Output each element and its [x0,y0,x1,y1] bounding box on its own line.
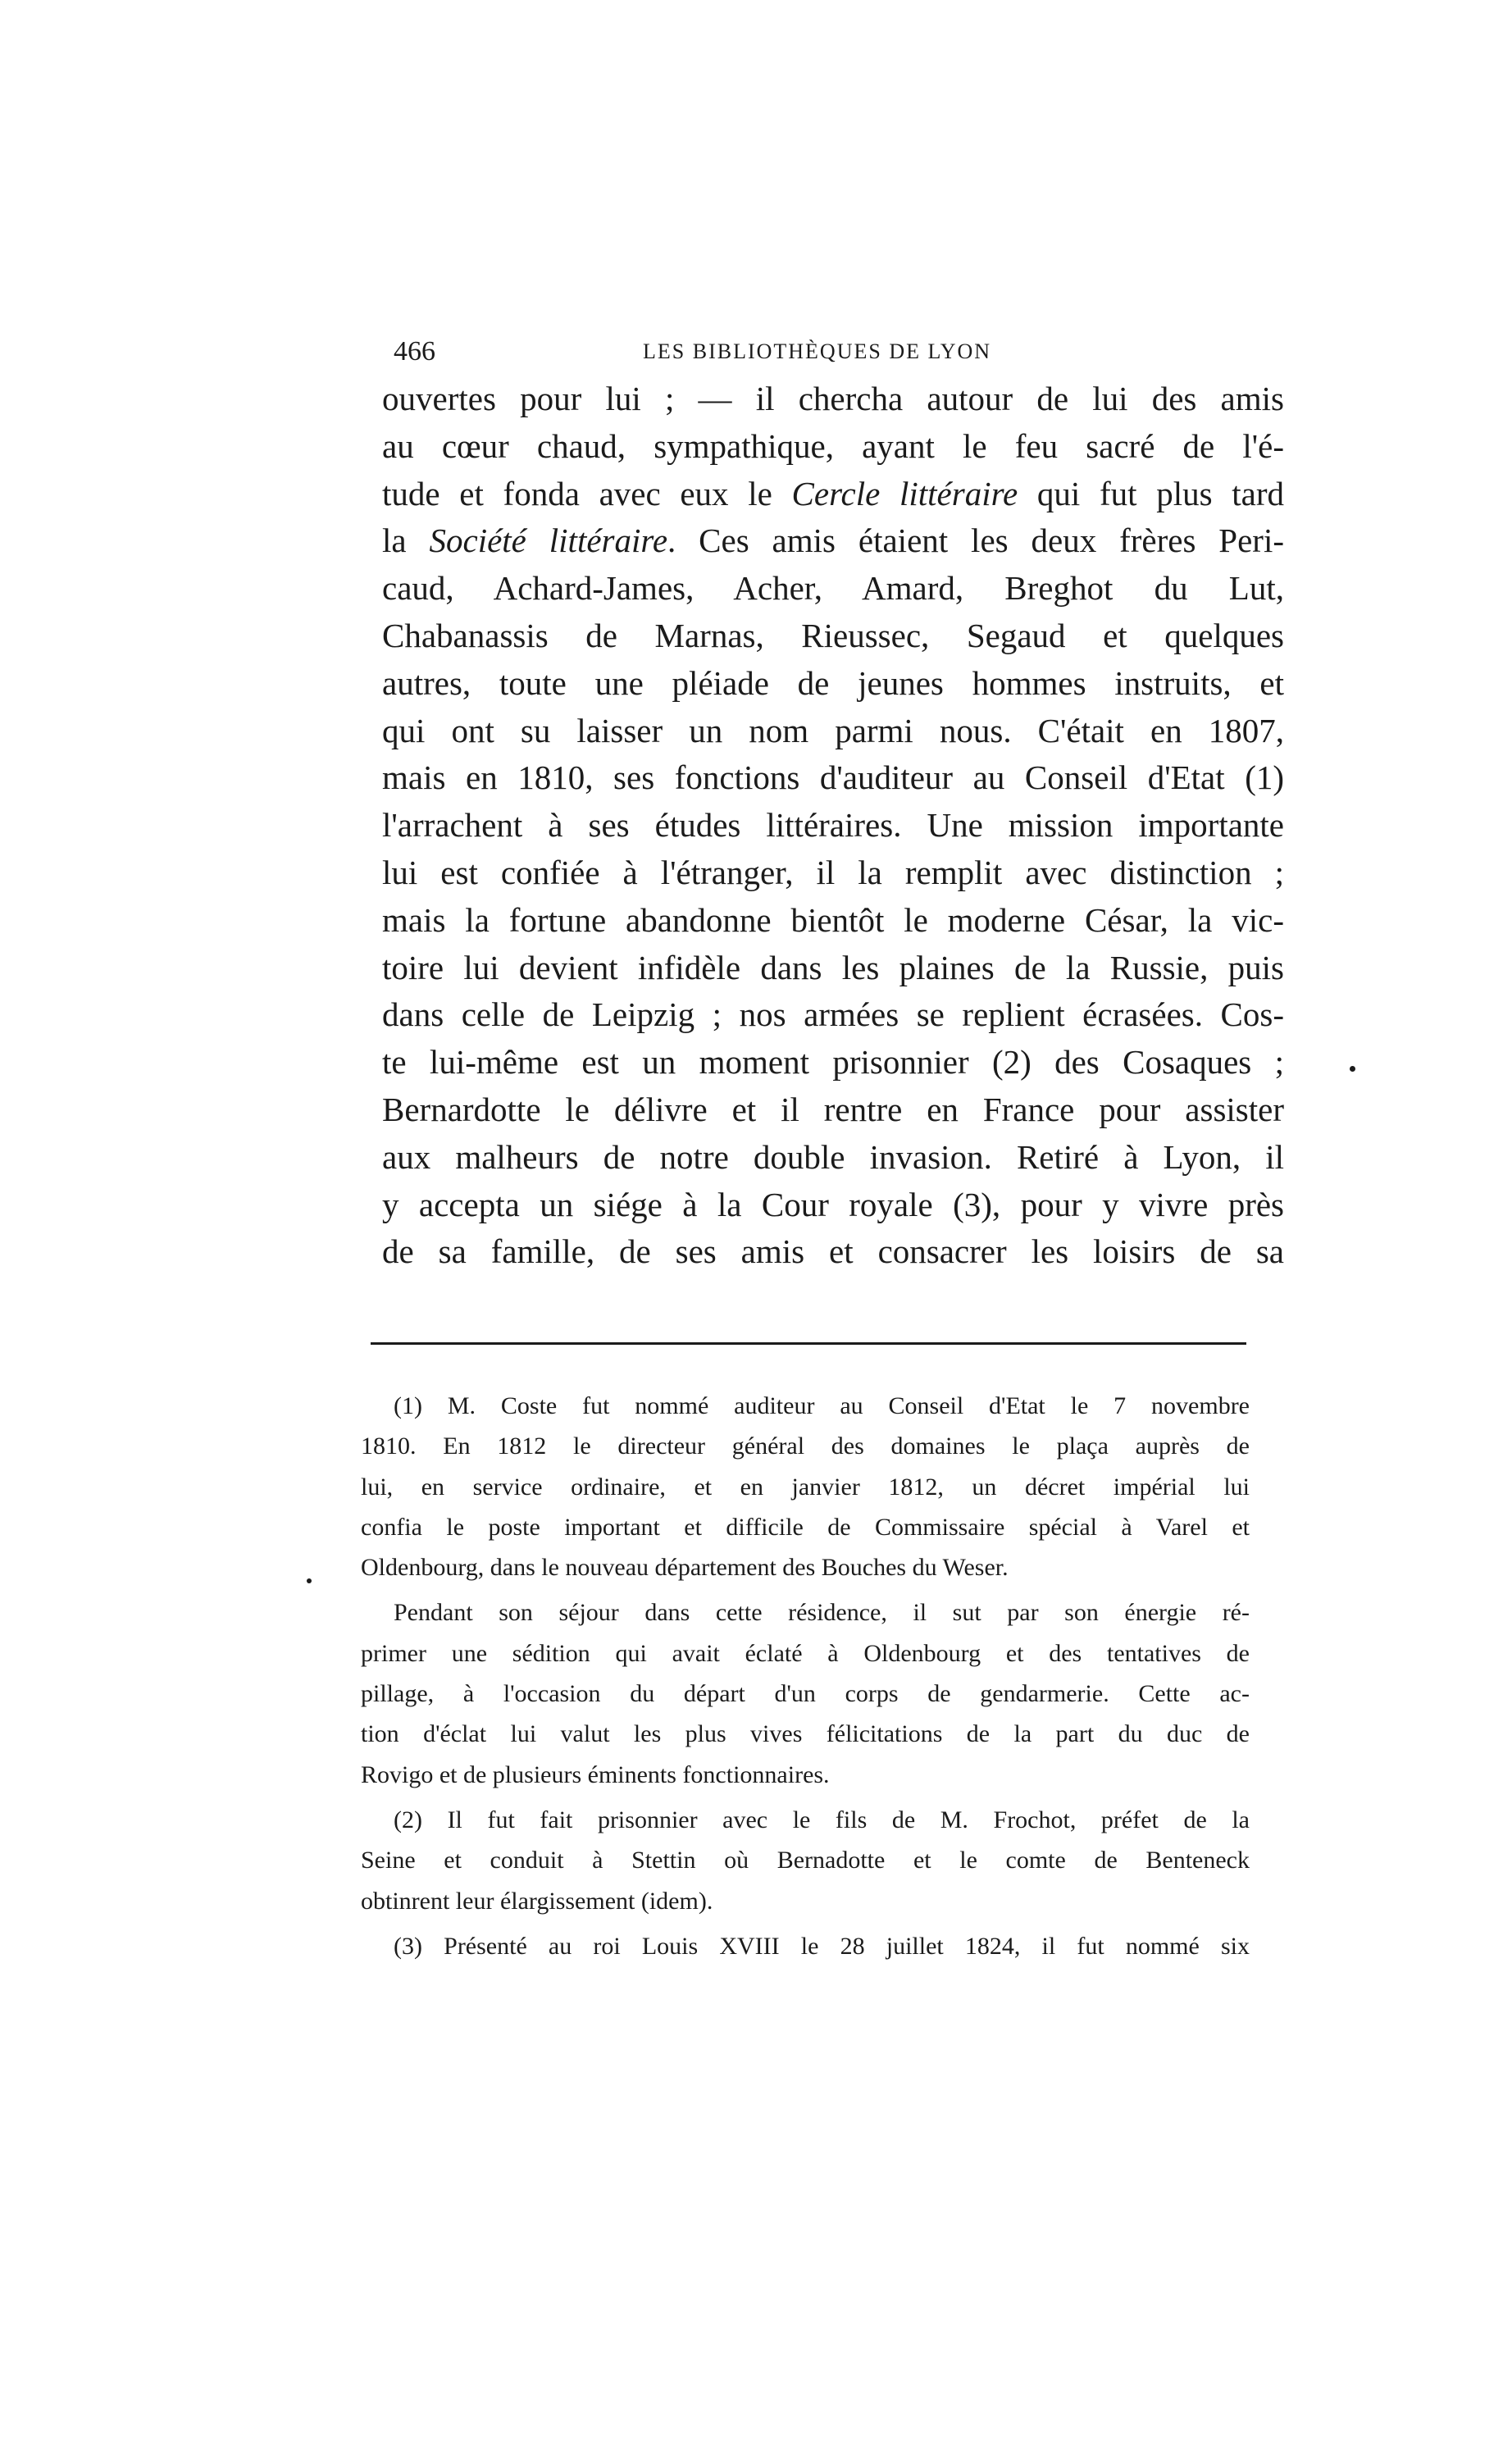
text-line: aux malheurs de notre double invasion. Retiré à Lyon, il [382,1137,1284,1176]
footnote-line: (3) Présenté au roi Louis XVIII le 28 juillet 1824, il fut nommé six [394,1932,1250,1960]
text-line: toire lui devient infidèle dans les plaines de la Russie, puis [382,948,1284,986]
footnotes [361,1386,1250,1966]
text-line: qui ont su laisser un nom parmi nous. C'était en 1807, [382,711,1284,749]
footnote-line: Pendant son séjour dans cette résidence, il sut par son énergie ré- [394,1599,1250,1627]
text-line: dans celle de Leipzig ; nos armées se replient écrasées. Cos- [382,995,1284,1034]
text-line: autres, toute une pléiade de jeunes hommes instruits, et [382,663,1284,702]
main-text [382,376,1284,1276]
italic-title: Société littéraire [429,521,668,560]
text-line: Chabanassis de Marnas, Rieussec, Segaud et quelques [382,616,1284,654]
text-line: y accepta un siége à la Cour royale (3), pour y vivre près [382,1185,1284,1223]
footnote-line: Oldenbourg, dans le nouveau département des Bouches du Weser. [361,1554,1009,1582]
text-line: lui est confiée à l'étranger, il la remplit avec distinction ; [382,853,1284,891]
text-line: la Société littéraire. Ces amis étaient les deux frères Peri- [382,521,1285,560]
footnote-line: Rovigo et de plusieurs éminents fonctionnaires. [361,1760,830,1788]
ink-speck [1350,1066,1355,1072]
footnote-line: tion d'éclat lui valut les plus vives félicitations de la part du duc de [361,1720,1250,1748]
footnote-line: (2) Il fut fait prisonnier avec le fils de M. Frochot, préfet de la [394,1806,1250,1833]
footnote-line: Seine et conduit à Stettin où Bernadotte et le comte de Benteneck [361,1847,1250,1874]
footnote-line: 1810. En 1812 le directeur général des domaines le plaça auprès de [361,1432,1250,1460]
text-line: mais en 1810, ses fonctions d'auditeur au Conseil d'Etat (1) [382,758,1284,797]
text-line: de sa famille, de ses amis et consacrer les loisirs de sa [382,1232,1284,1271]
footnote-separator [371,1342,1246,1345]
text-line: mais la fortune abandonne bientôt le moderne César, la vic- [382,900,1284,939]
text-line: tude et fonda avec eux le Cercle littéraire qui fut plus tard [382,474,1284,512]
text-line: te lui-même est un moment prisonnier (2) des Cosaques ; [382,1043,1284,1082]
footnote-line: obtinrent leur élargissement (idem). [361,1887,713,1915]
ink-speck [307,1578,312,1583]
text-line: au cœur chaud, sympathique, ayant le feu sacré de l'é- [382,426,1284,465]
italic-title: Cercle littéraire [791,474,1018,512]
text-line: l'arrachent à ses études littéraires. Une mission importante [382,806,1284,845]
footnote-line: confia le poste important et difficile de Commissaire spécial à Varel et [361,1513,1250,1541]
footnote-line: lui, en service ordinaire, et en janvier 1812, un décret impérial lui [361,1473,1250,1501]
text-line: Bernardotte le délivre et il rentre en France pour assister [382,1090,1284,1128]
footnote-line: primer une sédition qui avait éclaté à Oldenbourg et des tentatives de [361,1639,1250,1667]
footnote-line: (1) M. Coste fut nommé auditeur au Conseil d'Etat le 7 novembre [394,1392,1250,1419]
footnote-line: pillage, à l'occasion du départ d'un corps de gendarmerie. Cette ac- [361,1680,1250,1708]
page-number: 466 [394,336,435,367]
running-title: LES BIBLIOTHÈQUES DE LYON [643,339,992,363]
text-line: ouvertes pour lui ; — il chercha autour de lui des amis [382,380,1284,417]
text-line: caud, Achard-James, Acher, Amard, Breghot du Lut, [382,569,1284,608]
